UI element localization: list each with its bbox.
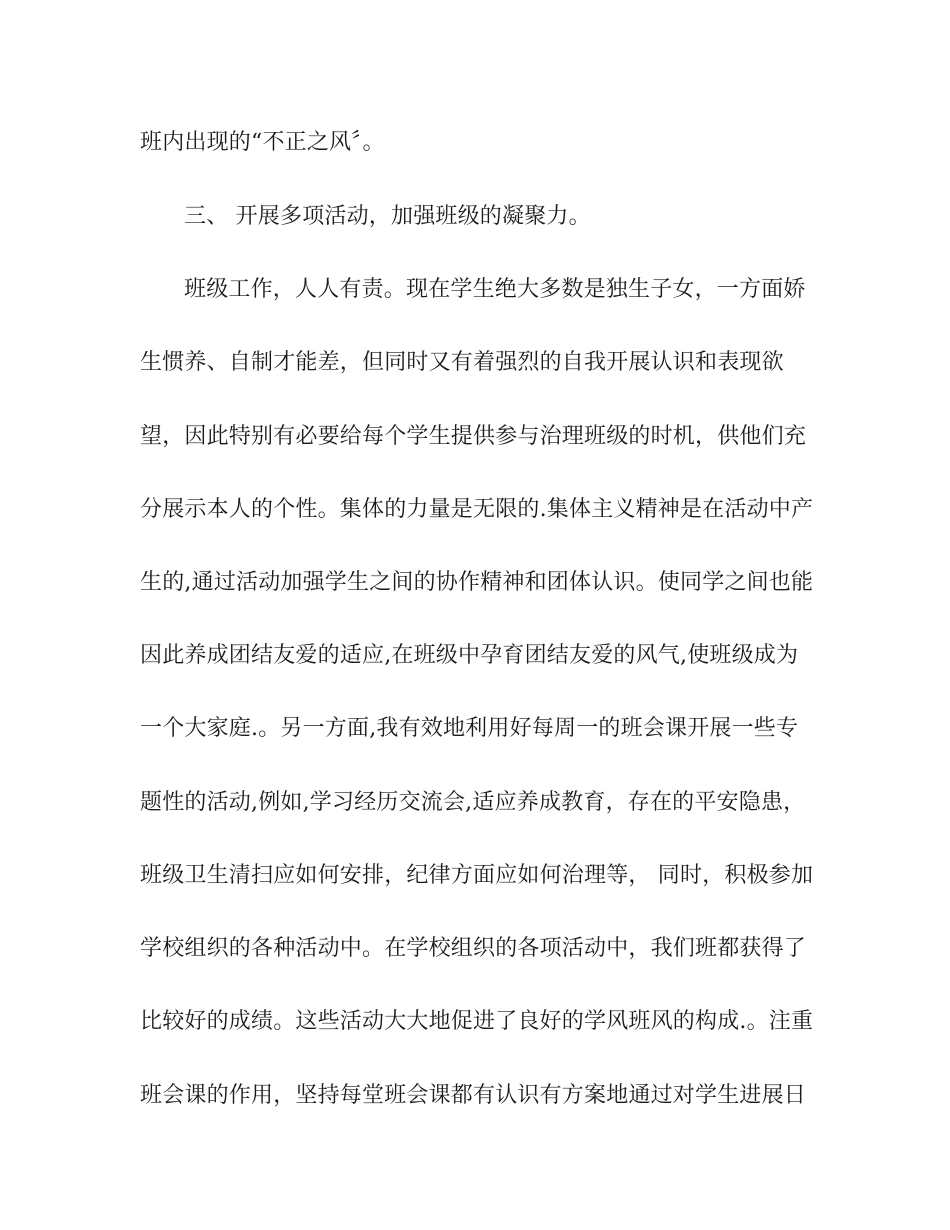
text-line: 题性的活动,例如,学习经历交流会,适应养成教育，存在的平安隐患， bbox=[140, 790, 806, 815]
text-line: 班会课的作用，坚持每堂班会课都有认识有方案地通过对学生进展日 bbox=[140, 1083, 807, 1108]
text-line: 班内出现的“不正之风〞。 bbox=[140, 130, 385, 155]
text-line: 因此养成团结友爱的适应,在班级中孕育团结友爱的风气,使班级成为 bbox=[140, 643, 799, 668]
text-line: 一个大家庭.。另一方面,我有效地利用好每周一的班会课开展一些专 bbox=[140, 716, 799, 741]
text-line: 比较好的成绩。这些活动大大地促进了良好的学风班风的构成.。注重 bbox=[140, 1009, 814, 1034]
text-line: 班级工作，人人有责。现在学生绝大多数是独生子女，一方面娇 bbox=[184, 277, 806, 302]
text-line: 分展示本人的个性。集体的力量是无限的.集体主义精神是在活动中产 bbox=[140, 497, 814, 522]
text-line: 望，因此特别有必要给每个学生提供参与治理班级的时机，供他们充 bbox=[140, 424, 807, 449]
text-line: 生的,通过活动加强学生之间的协作精神和团体认识。使同学之间也能 bbox=[140, 570, 814, 595]
text-line: 生惯养、自制才能差，但同时又有着强烈的自我开展认识和表现欲 bbox=[140, 350, 784, 375]
text-line: 班级卫生清扫应如何安排，纪律方面应如何治理等， 同时，积极参加 bbox=[140, 863, 814, 888]
text-line: 学校组织的各种活动中。在学校组织的各项活动中，我们班都获得了 bbox=[140, 936, 807, 961]
section-heading: 三、 开展多项活动，加强班级的凝聚力。 bbox=[184, 204, 591, 229]
